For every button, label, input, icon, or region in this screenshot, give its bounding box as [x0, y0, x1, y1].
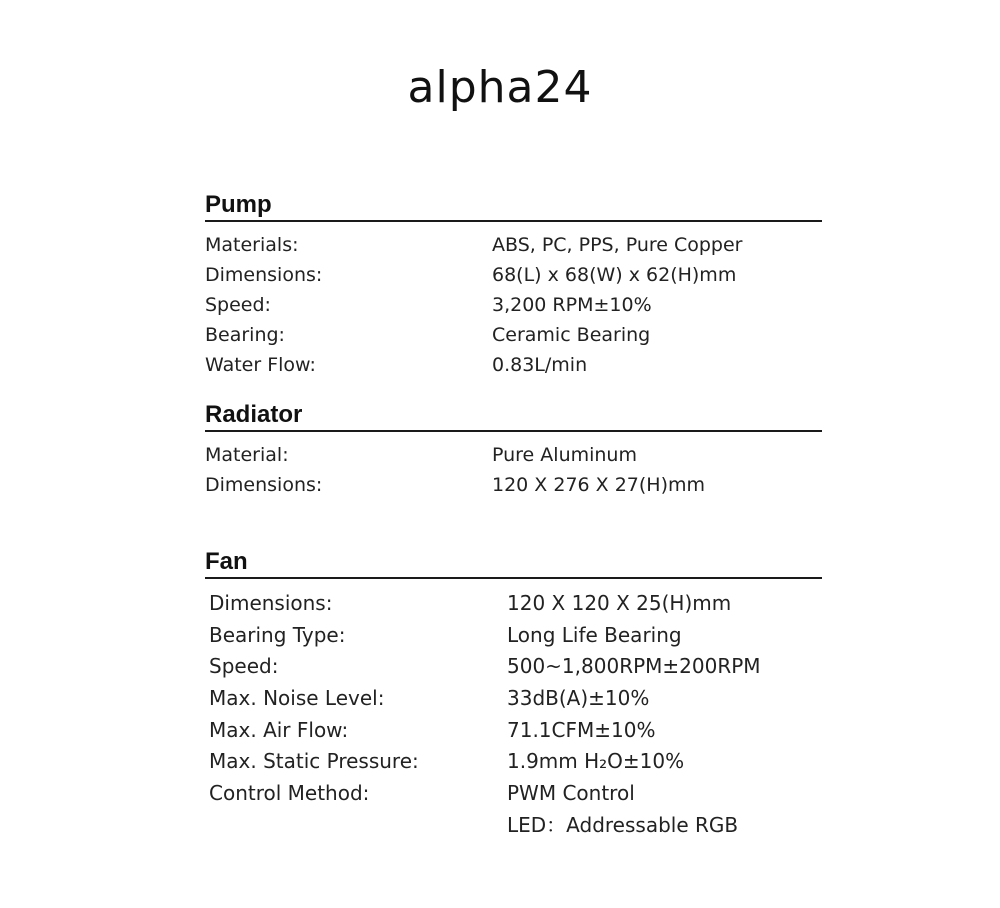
spec-value: PWM Control: [507, 781, 635, 806]
spec-value: ABS, PC, PPS, Pure Copper: [492, 234, 743, 256]
spec-value: Long Life Bearing: [507, 622, 682, 647]
spec-row-noise-level: [205, 683, 822, 715]
spec-label: Bearing:: [205, 324, 285, 346]
spec-row-dimensions: [205, 588, 822, 620]
spec-value: 500~1,800RPM±200RPM: [507, 654, 761, 679]
spec-label: Max. Noise Level:: [209, 686, 385, 711]
spec-value: 68(L) x 68(W) x 62(H)mm: [492, 264, 737, 286]
spec-value: Ceramic Bearing: [492, 324, 651, 346]
spec-label: Control Method:: [209, 781, 370, 806]
spec-row-air-flow: [205, 715, 822, 747]
spec-row-bearing: [205, 320, 822, 350]
spec-label: Dimensions:: [205, 474, 323, 496]
spec-value: 3,200 RPM±10%: [492, 294, 652, 316]
spec-value: 0.83L/min: [492, 354, 588, 376]
fan-section-title: Fan: [205, 547, 822, 579]
pump-section-title: Pump: [205, 190, 822, 222]
spec-value: 120 X 120 X 25(H)mm: [507, 591, 732, 615]
radiator-spec-list: [205, 440, 822, 500]
spec-value: 120 X 276 X 27(H)mm: [492, 474, 706, 496]
spec-value: 33dB(A)±10%: [507, 686, 650, 711]
spec-label: Speed:: [209, 654, 279, 679]
radiator-section-title: Radiator: [205, 400, 822, 432]
radiator-section: [205, 400, 822, 500]
spec-row-dimensions: [205, 470, 822, 500]
spec-value: 71.1CFM±10%: [507, 717, 656, 742]
spec-row-static-pressure: [205, 746, 822, 778]
fan-spec-list: [205, 588, 822, 842]
spec-label: Dimensions:: [205, 264, 323, 286]
spec-row-dimensions: [205, 260, 822, 290]
spec-label: Max. Air Flow:: [209, 717, 349, 742]
spec-label: Bearing Type:: [209, 622, 346, 647]
spec-label: Water Flow:: [205, 354, 316, 376]
spec-row-water-flow: [205, 350, 822, 380]
spec-value: Pure Aluminum: [492, 444, 637, 466]
spec-row-led: [205, 810, 822, 842]
spec-label: Max. Static Pressure:: [209, 749, 419, 774]
fan-section: [205, 547, 822, 842]
spec-row-control-method: [205, 778, 822, 810]
spec-value: 1.9mm H₂O±10%: [507, 749, 685, 774]
spec-label: Material:: [205, 444, 289, 466]
spec-label: Materials:: [205, 234, 299, 256]
spec-row-bearing-type: [205, 620, 822, 652]
spec-row-speed: [205, 290, 822, 320]
pump-section: [205, 190, 822, 380]
spec-row-speed: [205, 651, 822, 683]
spec-label: Speed:: [205, 294, 271, 316]
spec-row-material: [205, 440, 822, 470]
product-logo: alpha24: [407, 62, 593, 113]
pump-spec-list: [205, 230, 822, 380]
spec-label: Dimensions:: [209, 591, 333, 615]
spec-row-materials: [205, 230, 822, 260]
spec-value: LED：Addressable RGB: [507, 812, 739, 837]
